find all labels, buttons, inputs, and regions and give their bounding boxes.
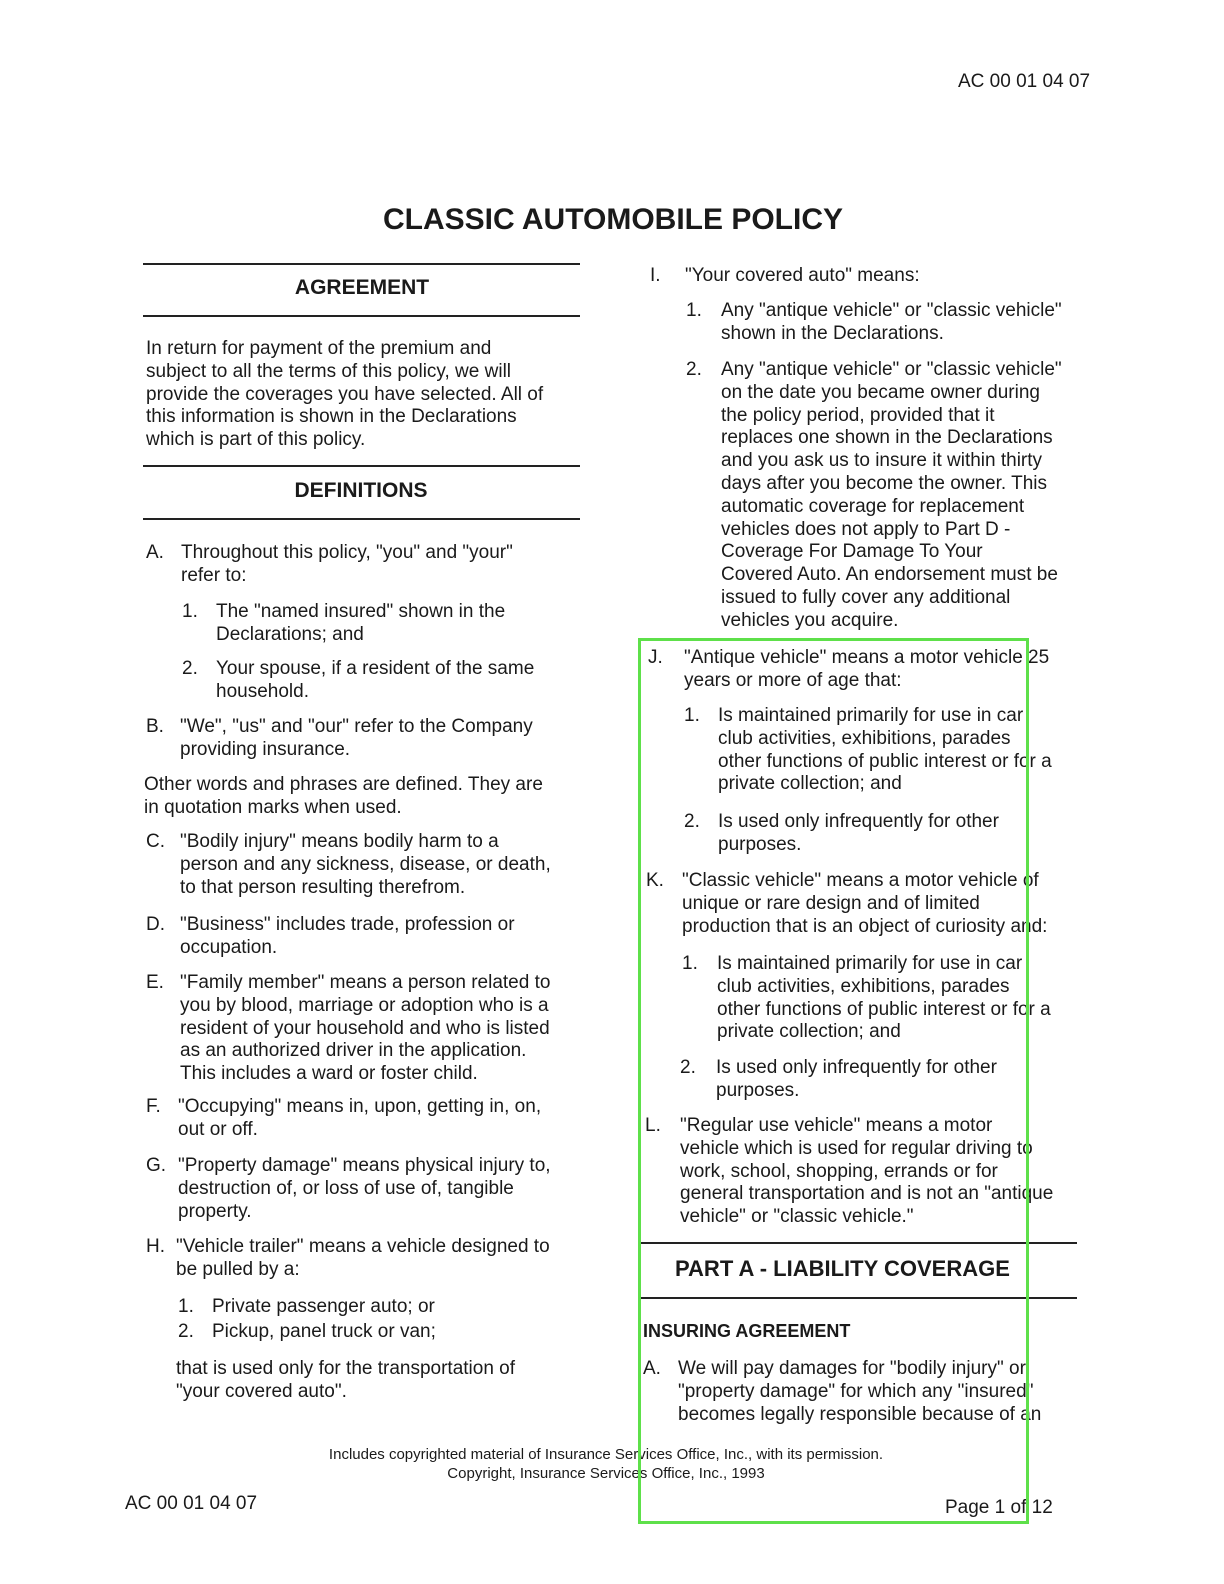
paragraph-definitions-a1 [216, 601, 505, 647]
text-line: work, school, shopping, errands or for [680, 1160, 998, 1182]
text-line: subject to all the terms of this policy, we will [146, 360, 512, 382]
item-label: C. [146, 831, 165, 852]
paragraph-part_a-a [678, 1358, 1041, 1426]
paragraph-definitions-hend [176, 1358, 515, 1404]
text-line: "Regular use vehicle" means a motor [680, 1115, 993, 1136]
item-label: K. [646, 870, 664, 891]
text-line: Any "antique vehicle" or "classic vehicle" [721, 300, 1062, 321]
text-line: on the date you became owner during [721, 381, 1040, 403]
text-line: the policy period, provided that it [721, 404, 995, 426]
text-line: "property damage" for which any "insured" [678, 1380, 1034, 1402]
paragraph-definitions-k2 [716, 1057, 997, 1103]
paragraph-definitions-i2 [721, 359, 1062, 633]
paragraph-definitions-d [180, 914, 515, 960]
paragraph-definitions-e [180, 972, 550, 1086]
divider [143, 465, 580, 467]
item-label: E. [146, 972, 164, 993]
text-line: out or off. [178, 1118, 258, 1140]
item-label: 1. [682, 953, 698, 974]
text-line: that is used only for the transportation of [176, 1358, 516, 1379]
text-line: "Occupying" means in, upon, getting in, on, [178, 1096, 542, 1117]
copyright-line: Includes copyrighted material of Insurance Services Office, Inc., with its permission. [328, 1446, 884, 1463]
paragraph-definitions-j1 [718, 705, 1052, 796]
text-line: purposes. [718, 833, 802, 855]
text-line: The "named insured" shown in the [216, 601, 506, 622]
text-line: days after you become the owner. This [721, 472, 1047, 494]
item-label: 2. [182, 658, 198, 679]
text-line: person and any sickness, disease, or death, [180, 853, 551, 875]
paragraph-definitions-a2 [216, 658, 534, 704]
text-line: becomes legally responsible because of an [678, 1403, 1042, 1425]
paragraph-definitions-l [680, 1115, 1053, 1229]
text-line: issued to fully cover any additional [721, 586, 1011, 608]
text-line: vehicle which is used for regular driving to [680, 1137, 1033, 1159]
text-line: private collection; and [718, 773, 902, 795]
definitions-heading: DEFINITIONS [294, 479, 428, 502]
text-line: "Your covered auto" means: [685, 265, 920, 286]
text-line: general transportation and is not an "antique [680, 1183, 1054, 1205]
item-label: 2. [686, 359, 702, 380]
text-line: shown in the Declarations. [721, 322, 944, 344]
paragraph-definitions-a [181, 542, 513, 588]
divider [143, 315, 580, 317]
item-label: 1. [686, 300, 702, 321]
text-line: Other words and phrases are defined. They are [144, 774, 543, 795]
text-line: vehicles does not apply to Part D - [721, 518, 1011, 540]
text-line: household. [216, 680, 309, 702]
text-line: private collection; and [717, 1021, 901, 1043]
text-line: "Business" includes trade, profession or [180, 914, 515, 935]
divider [143, 263, 580, 265]
text-line: vehicle" or "classic vehicle." [680, 1206, 914, 1228]
text-line: "We", "us" and "our" refer to the Company [180, 716, 533, 737]
text-line: Declarations; and [216, 623, 364, 645]
text-line: "Bodily injury" means bodily harm to a [180, 831, 499, 852]
text-line: club activities, exhibitions, parades [717, 975, 1010, 997]
text-line: We will pay damages for "bodily injury" or [678, 1358, 1026, 1379]
text-line: as an authorized driver in the application. [180, 1040, 527, 1062]
paragraph-definitions-k1 [717, 953, 1051, 1044]
item-label: D. [146, 914, 165, 935]
text-line: other functions of public interest or for a [718, 750, 1052, 772]
divider [640, 1297, 1077, 1299]
paragraph-definitions-h [176, 1236, 550, 1282]
text-line: "Vehicle trailer" means a vehicle designed to [176, 1236, 550, 1257]
text-line: Is used only infrequently for other [716, 1057, 997, 1078]
text-line: Is maintained primarily for use in car [717, 953, 1023, 974]
item-label: 2. [684, 811, 700, 832]
text-line: "Antique vehicle" means a motor vehicle 25 [684, 647, 1050, 668]
paragraph-definitions-h2 [212, 1321, 436, 1344]
text-line: production that is an object of curiosity and: [682, 915, 1048, 937]
paragraph-definitions-i [685, 265, 920, 288]
paragraph-definitions-c [180, 831, 551, 899]
item-label: 1. [182, 601, 198, 622]
text-line: replaces one shown in the Declarations [721, 427, 1053, 449]
footer-form-number: AC 00 01 04 07 [125, 1493, 258, 1514]
item-label: 1. [178, 1296, 194, 1317]
item-label: 2. [178, 1321, 194, 1342]
item-label: G. [146, 1155, 167, 1176]
text-line: years or more of age that: [684, 669, 902, 691]
text-line: "Classic vehicle" means a motor vehicle of [682, 870, 1039, 891]
text-line: occupation. [180, 936, 278, 958]
page-number: Page 1 of 12 [945, 1497, 1053, 1518]
divider [640, 1242, 1077, 1244]
insuring-agreement-subheading: INSURING AGREEMENT [643, 1321, 851, 1341]
text-line: automatic coverage for replacement [721, 495, 1025, 517]
text-line: this information is shown in the Declarations [146, 406, 517, 428]
text-line: In return for payment of the premium and [146, 338, 492, 359]
text-line: you by blood, marriage or adoption who is a [180, 994, 549, 1016]
text-line: Throughout this policy, "you" and "your" [181, 542, 513, 563]
text-line: "your covered auto". [176, 1380, 347, 1402]
text-line: providing insurance. [180, 738, 351, 760]
text-line: Covered Auto. An endorsement must be [721, 564, 1058, 586]
item-label: A. [643, 1358, 661, 1379]
paragraph-agreement [146, 338, 543, 452]
text-line: property. [178, 1200, 252, 1222]
text-line: to that person resulting therefrom. [180, 876, 466, 898]
text-line: unique or rare design and of limited [682, 892, 980, 914]
text-line: "Family member" means a person related to [180, 972, 551, 993]
text-line: This includes a ward or foster child. [180, 1063, 478, 1085]
text-line: Coverage For Damage To Your [721, 541, 983, 563]
item-label: 1. [684, 705, 700, 726]
paragraph-definitions-f [178, 1096, 541, 1142]
page-title: CLASSIC AUTOMOBILE POLICY [382, 203, 844, 236]
item-label: B. [146, 716, 164, 737]
item-label: J. [648, 647, 663, 668]
text-line: and you ask us to insure it within thirty [721, 450, 1043, 472]
text-line: provide the coverages you have selected. All of [146, 383, 544, 405]
copyright-notice [329, 1445, 883, 1483]
text-line: Is maintained primarily for use in car [718, 705, 1024, 726]
item-label: L. [645, 1115, 661, 1136]
text-line: Is used only infrequently for other [718, 811, 999, 832]
item-label: H. [146, 1236, 165, 1257]
part-a-heading: PART A - LIABILITY COVERAGE [675, 1256, 1010, 1281]
paragraph-definitions-j [684, 647, 1049, 693]
text-line: club activities, exhibitions, parades [718, 727, 1011, 749]
text-line: Pickup, panel truck or van; [212, 1321, 436, 1342]
paragraph-definitions-b [180, 716, 533, 762]
text-line: purposes. [716, 1079, 800, 1101]
agreement-heading: AGREEMENT [294, 276, 430, 299]
text-line: in quotation marks when used. [144, 796, 402, 818]
copyright-line: Copyright, Insurance Services Office, Inc., 1993 [447, 1465, 765, 1482]
paragraph-definitions-k [682, 870, 1047, 938]
text-line: "Property damage" means physical injury to, [178, 1155, 551, 1176]
header-form-number: AC 00 01 04 07 [958, 71, 1091, 92]
item-label: I. [650, 265, 661, 286]
text-line: Any "antique vehicle" or "classic vehicle" [721, 359, 1062, 380]
paragraph-definitions-other [144, 774, 543, 820]
text-line: refer to: [181, 564, 247, 586]
text-line: resident of your household and who is listed [180, 1017, 550, 1039]
paragraph-definitions-h1 [212, 1296, 435, 1319]
paragraph-definitions-j2 [718, 811, 999, 857]
paragraph-definitions-i1 [721, 300, 1062, 346]
text-line: which is part of this policy. [146, 429, 366, 451]
divider [143, 518, 580, 520]
item-label: 2. [680, 1057, 696, 1078]
paragraph-definitions-g [178, 1155, 551, 1223]
text-line: Private passenger auto; or [212, 1296, 435, 1317]
text-line: be pulled by a: [176, 1258, 300, 1280]
item-label: F. [146, 1096, 161, 1117]
text-line: vehicles you acquire. [721, 609, 899, 631]
text-line: destruction of, or loss of use of, tangible [178, 1177, 514, 1199]
text-line: other functions of public interest or for a [717, 998, 1051, 1020]
item-label: A. [146, 542, 164, 563]
text-line: Your spouse, if a resident of the same [216, 658, 535, 679]
